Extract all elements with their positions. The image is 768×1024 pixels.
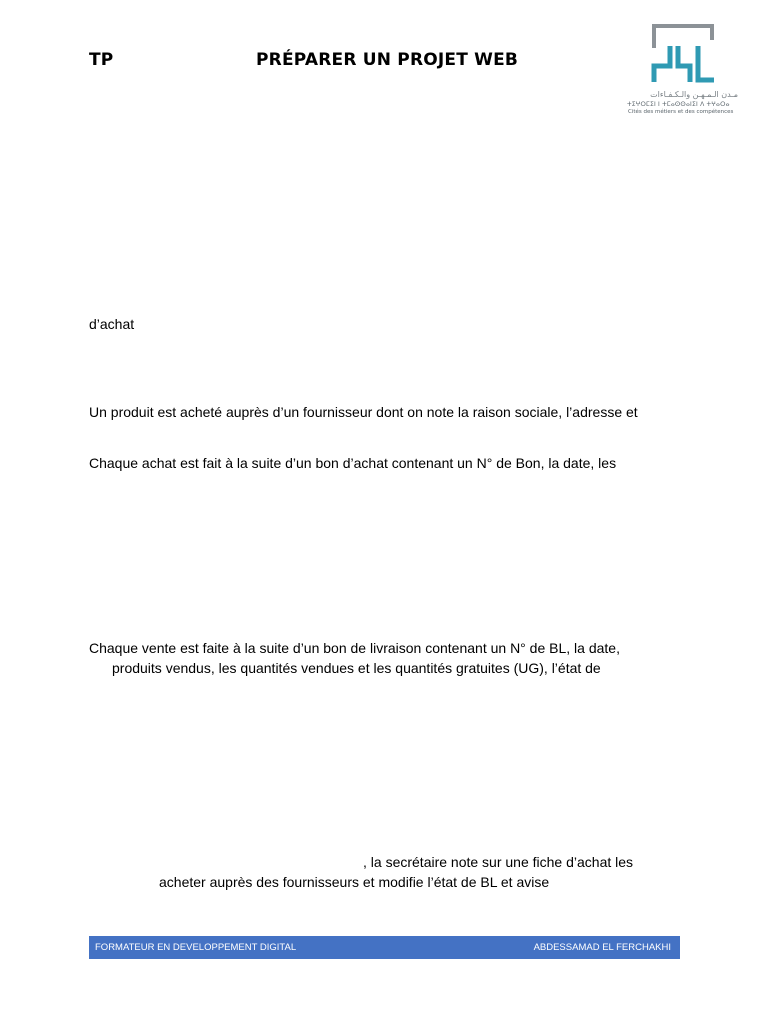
paragraph-secretaire-line1: , la secrétaire note sur une fiche d’achat les <box>363 854 634 870</box>
page-title: PRÉPARER UN PROJET WEB <box>256 50 519 70</box>
paragraph-secretaire-line2: acheter auprès des fournisseurs et modifie l’état de BL et avise <box>159 874 550 890</box>
footer-trainer-role: FORMATEUR EN DEVELOPPEMENT DIGITAL <box>95 942 297 953</box>
text-dachat: d’achat <box>89 316 135 332</box>
logo-arabic-text: مـدن الـمـهـن والـكـفـاءات <box>650 90 738 99</box>
paragraph-vente-line2: produits vendus, les quantités vendues et les quantités gratuites (UG), l’état de <box>112 660 601 676</box>
footer-author-name: ABDESSAMAD EL FERCHAKHI <box>533 942 671 953</box>
paragraph-fournisseur: Un produit est acheté auprès d’un fournisseur dont on note la raison sociale, l’adresse et <box>89 404 638 420</box>
cmc-logo <box>624 22 740 122</box>
logo-french-text: Cités des métiers et des compétences <box>628 109 734 115</box>
paragraph-achat: Chaque achat est fait à la suite d’un bon d’achat contenant un N° de Bon, la date, les <box>89 455 617 471</box>
paragraph-vente-line1: Chaque vente est faite à la suite d’un bon de livraison contenant un N° de BL, la date, <box>89 640 620 656</box>
cmc-logo-mark-icon <box>624 22 740 88</box>
logo-tifinagh-text: ⵜⵉⵖⵔⵎⵉⵏ ⵏ ⵜⵎⴰⵙⵙⴰⵏⵉⵏ ⴷ ⵜⵖⴰⵔⴰ <box>627 101 730 108</box>
footer-bar <box>89 936 680 959</box>
header-tp-label: TP <box>89 50 114 70</box>
